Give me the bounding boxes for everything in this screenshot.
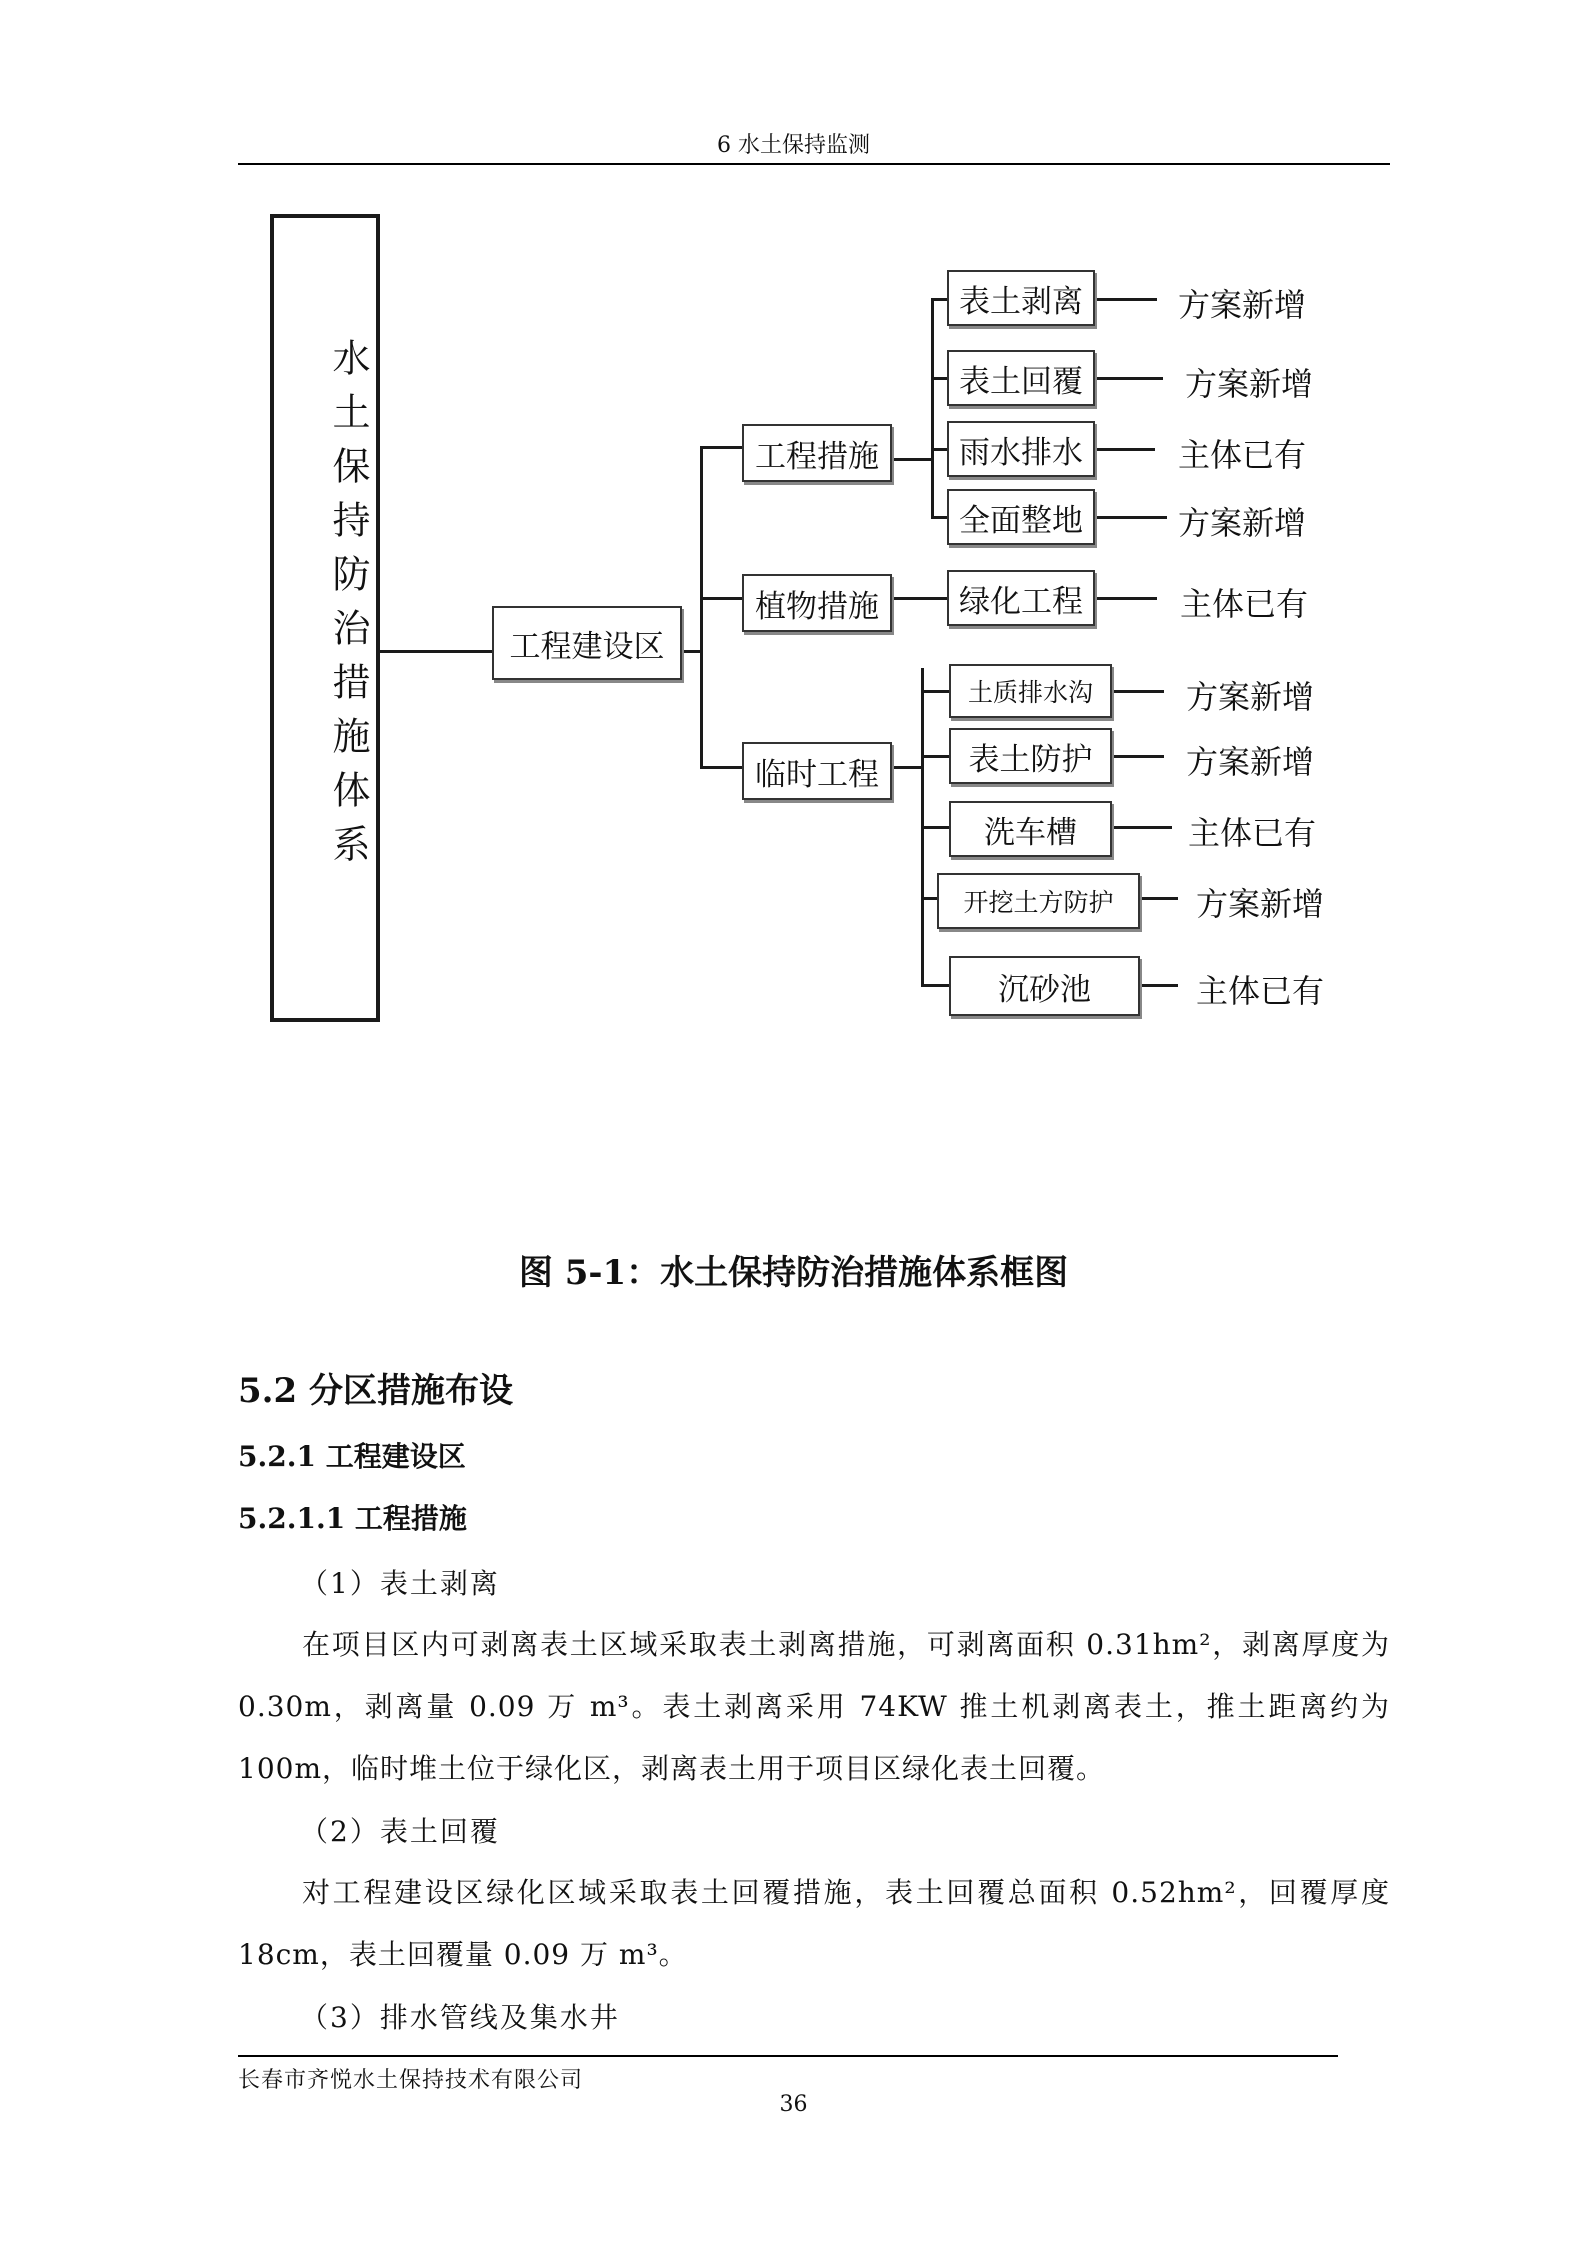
diagram-status-label: 方案新增 [1186, 743, 1315, 781]
connector-g3-item-4 [921, 897, 937, 900]
diagram-status-label: 方案新增 [1196, 885, 1325, 923]
diagram-status-label: 方案新增 [1185, 365, 1314, 403]
subsubsection-heading: 5.2.1.1 工程措施 [238, 1502, 467, 1535]
diagram-item-topsoil-backfill: 表土回覆 [947, 350, 1095, 406]
connector-g3-item-3 [921, 826, 949, 829]
connector-g1-item-3 [931, 448, 947, 451]
connector-status-4 [1095, 516, 1167, 519]
connector-to-group-3 [700, 766, 742, 769]
connector-g1-item-4 [931, 516, 947, 519]
connector-status-7 [1112, 755, 1164, 758]
footer-rule [238, 2055, 1338, 2057]
connector-to-group-1 [700, 446, 742, 449]
connector-status-9 [1140, 897, 1178, 900]
diagram-root-box [270, 214, 380, 1022]
item-heading-topsoil-stripping: （1）表土剥离 [300, 1567, 500, 1600]
connector-g3-item-2 [921, 755, 949, 758]
connector-status-10 [1140, 984, 1178, 987]
figure-caption: 图 5-1：水土保持防治措施体系框图 [518, 1253, 1069, 1293]
connector-group-3-trunk [893, 766, 923, 769]
diagram-item-car-wash: 洗车槽 [949, 801, 1112, 857]
connector-status-2 [1095, 377, 1163, 380]
diagram-item-earth-ditch: 土质排水沟 [949, 664, 1112, 718]
subsection-heading: 5.2.1 工程建设区 [238, 1440, 466, 1473]
connector-group-1-trunk [893, 458, 933, 461]
connector-root-zone [380, 650, 492, 653]
diagram-item-topsoil-stripping: 表土剥离 [947, 270, 1095, 326]
diagram-status-label: 方案新增 [1178, 286, 1307, 324]
connector-g3-item-1 [921, 690, 949, 693]
diagram-item-topsoil-protection: 表土防护 [949, 728, 1112, 784]
paragraph-topsoil-stripping: 在项目区内可剥离表土区域采取表土剥离措施，可剥离面积 0.31hm²，剥离厚度为 0.30m，剥离量 0.09 万 m³。表土剥离采用 74KW 推土机剥离表土，推土距离约为 100m，临时堆土位于绿化区，剥离表土用于项目区绿化表土回覆。 [238, 1628, 1390, 1785]
connector-status-3 [1095, 448, 1155, 451]
diagram-item-rain-drainage: 雨水排水 [947, 421, 1095, 477]
page-number: 36 [779, 2092, 808, 2117]
page-header-title: 6 水土保持监测 [717, 133, 870, 158]
section-heading: 5.2 分区措施布设 [238, 1371, 513, 1411]
diagram-item-excavation-protection: 开挖土方防护 [937, 873, 1140, 929]
diagram-item-greening: 绿化工程 [947, 570, 1095, 626]
connector-status-1 [1095, 298, 1157, 301]
diagram-status-label: 方案新增 [1186, 678, 1315, 716]
connector-status-5 [1095, 597, 1157, 600]
connector-g2-item-1 [893, 597, 947, 600]
footer-company: 长春市齐悦水土保持技术有限公司 [238, 2068, 584, 2093]
diagram-group-engineering: 工程措施 [742, 424, 892, 482]
connector-zone-vertical [700, 446, 703, 768]
connector-group-1-vertical [931, 298, 934, 518]
connector-status-8 [1112, 826, 1172, 829]
diagram-group-temporary: 临时工程 [742, 742, 892, 800]
diagram-zone-box: 工程建设区 [492, 606, 682, 680]
diagram-root-label: 水土保持防治措施体系 [326, 338, 370, 878]
item-heading-topsoil-backfill: （2）表土回覆 [300, 1815, 500, 1848]
connector-g3-item-5 [921, 984, 949, 987]
paragraph-topsoil-backfill: 对工程建设区绿化区域采取表土回覆措施，表土回覆总面积 0.52hm²，回覆厚度 18cm，表土回覆量 0.09 万 m³。 [238, 1876, 1390, 1971]
diagram-status-label: 方案新增 [1178, 504, 1307, 542]
diagram-item-land-leveling: 全面整地 [947, 489, 1095, 545]
diagram-status-label: 主体已有 [1178, 436, 1307, 474]
diagram-status-label: 主体已有 [1196, 972, 1325, 1010]
connector-g1-item-2 [931, 377, 947, 380]
diagram-status-label: 主体已有 [1180, 585, 1309, 623]
connector-g1-item-1 [931, 298, 947, 301]
header-rule [238, 163, 1390, 165]
diagram-status-label: 主体已有 [1188, 814, 1317, 852]
item-heading-drainage: （3）排水管线及集水井 [300, 2001, 620, 2034]
diagram-item-sediment-tank: 沉砂池 [949, 956, 1140, 1016]
connector-status-6 [1112, 690, 1164, 693]
connector-to-group-2 [700, 597, 742, 600]
diagram-group-vegetation: 植物措施 [742, 574, 892, 632]
